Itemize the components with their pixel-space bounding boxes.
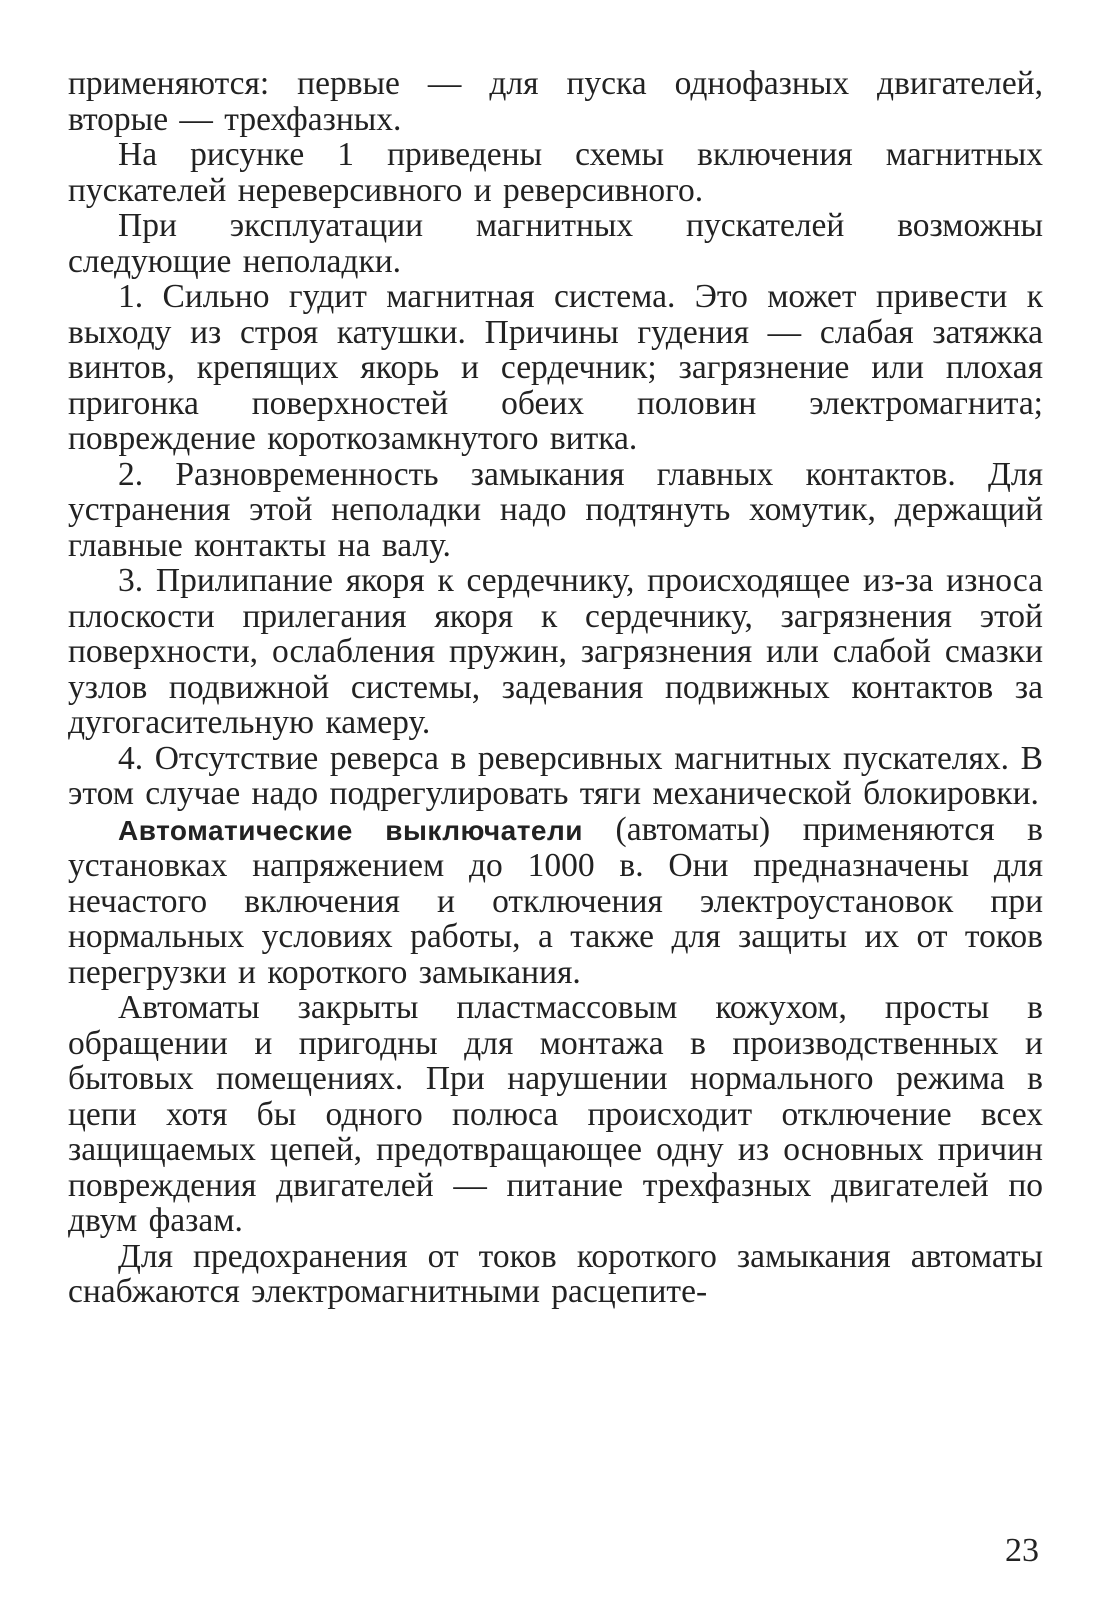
page-body: [68, 66, 1043, 1310]
paragraph: 4. Отсутствие реверса в реверсивных магнитных пускателях. В этом случае надо подрегулировать тяги механической блокировки.: [68, 739, 1043, 812]
paragraph: [68, 812, 1043, 991]
paragraph: При эксплуатации магнитных пускателей возможны следующие неполадки.: [68, 207, 1043, 280]
paragraph: 3. Прилипание якоря к сердечнику, происходящее из-за износа плоскости прилегания якоря к сердечнику, загрязнения этой поверхности, ослабления пружин, загрязнения или слабой смазки узлов подвижной системы, задевания подвижных контактов за дугогасительную камеру.: [68, 562, 1043, 741]
bold-term: Автоматические выключатели: [118, 814, 583, 846]
paragraph: 2. Разновременность замыкания главных контактов. Для устранения этой неполадки надо подтянуть хомутик, держащий главные контакты на валу.: [68, 455, 1043, 564]
paragraph: На рисунке 1 приведены схемы включения магнитных пускателей нереверсивного и реверсивного.: [68, 136, 1043, 209]
paragraph: применяются: первые — для пуска однофазных двигателей, вторые — трехфазных.: [68, 65, 1043, 138]
page-number: 23: [1005, 1532, 1039, 1569]
paragraph: Для предохранения от токов короткого замыкания автоматы снабжаются электромагнитными расцепите-: [68, 1237, 1043, 1310]
paragraph: Автоматы закрыты пластмассовым кожухом, просты в обращении и пригодны для монтажа в производственных и бытовых помещениях. При нарушении нормального режима в цепи хотя бы одного полюса происходит отключение всех защищаемых цепей, предотвращающее одну из основных причин повреждения двигателей — питание трехфазных двигателей по двум фазам.: [68, 989, 1043, 1239]
paragraph: 1. Сильно гудит магнитная система. Это может привести к выходу из строя катушки. Причины гудения — слабая затяжка винтов, крепящих якорь и сердечник; загрязнение или плохая пригонка поверхностей обеих половин электромагнита; повреждение короткозамкнутого витка.: [68, 278, 1043, 457]
paragraph-text: (автоматы) применяются в установках напряжением до 1000 в. Они предназначены для нечастого включения и отключения электроустановок при нормальных условиях работы, а также для защиты их от токов перегрузки и короткого замыкания.: [68, 810, 1043, 991]
